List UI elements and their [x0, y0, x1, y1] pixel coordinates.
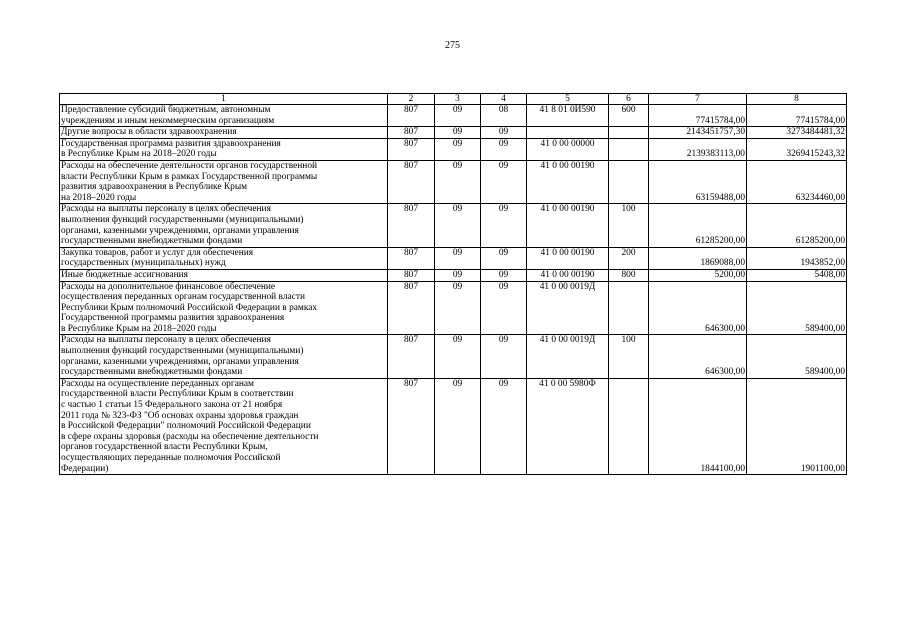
expense-name-cell: Закупка товаров, работ и услуг для обеспечения государственных (муниципальных) нужд: [60, 247, 388, 269]
ministry-code-cell: 807: [388, 378, 435, 474]
table-row: [60, 281, 847, 335]
section-code-cell: 09: [435, 160, 481, 203]
ministry-code-cell: 807: [388, 281, 435, 335]
subsection-code-cell: 09: [481, 160, 527, 203]
amount-col8-cell: 61285200,00: [747, 204, 847, 247]
table-row: [60, 269, 847, 281]
amount-col7-cell: 646300,00: [649, 335, 747, 378]
ministry-code-cell: 807: [388, 204, 435, 247]
expense-name-cell: Расходы на выплаты персоналу в целях обеспечения выполнения функций государственными (муниципальными) органами, казенными учреждениями, органами управления государственными внебюджетными фондами: [60, 204, 388, 247]
amount-col7-cell: 63159488,00: [649, 160, 747, 203]
target-article-cell: 41 0 00 00190: [527, 204, 609, 247]
ministry-code-cell: 807: [388, 138, 435, 160]
section-code-cell: 09: [435, 335, 481, 378]
table-row: [60, 247, 847, 269]
column-header: 1: [60, 94, 388, 105]
amount-col7-cell: 1844100,00: [649, 378, 747, 474]
column-header: 7: [649, 94, 747, 105]
expense-type-cell: 100: [609, 335, 649, 378]
section-code-cell: 09: [435, 247, 481, 269]
expense-name-cell: Расходы на осуществление переданных органам государственной власти Республики Крым в соответствии с частью 1 статьи 15 Федерального закона от 21 ноября 2011 года № 323-ФЗ "Об основах охраны здоровья граждан в Российской Федерации" полномочий Российской Федерации в сфере охраны здоровья (расходы на обеспечение деятельности органов государственной власти Республики Крым, осуществляющих переданные полномочия Российской Федерации): [60, 378, 388, 474]
header-row: [60, 94, 847, 105]
target-article-cell: 41 0 00 00000: [527, 138, 609, 160]
subsection-code-cell: 08: [481, 105, 527, 127]
amount-col7-cell: 2139383113,00: [649, 138, 747, 160]
amount-col7-cell: 5200,00: [649, 269, 747, 281]
amount-col7-cell: 61285200,00: [649, 204, 747, 247]
column-header: 6: [609, 94, 649, 105]
section-code-cell: 09: [435, 281, 481, 335]
expense-name-cell: Расходы на выплаты персоналу в целях обеспечения выполнения функций государственными (муниципальными) органами, казенными учреждениями, органами управления государственными внебюджетными фондами: [60, 335, 388, 378]
subsection-code-cell: 09: [481, 127, 527, 139]
expense-type-cell: [609, 378, 649, 474]
budget-table: [59, 93, 847, 475]
expense-type-cell: [609, 281, 649, 335]
page-number: 275: [445, 40, 460, 51]
section-code-cell: 09: [435, 127, 481, 139]
amount-col8-cell: 77415784,00: [747, 105, 847, 127]
section-code-cell: 09: [435, 105, 481, 127]
section-code-cell: 09: [435, 138, 481, 160]
target-article-cell: 41 0 00 5980Ф: [527, 378, 609, 474]
expense-name-cell: Предоставление субсидий бюджетным, автономным учреждениям и иным некоммерческим организациям: [60, 105, 388, 127]
amount-col8-cell: 63234460,00: [747, 160, 847, 203]
subsection-code-cell: 09: [481, 378, 527, 474]
amount-col8-cell: 1901100,00: [747, 378, 847, 474]
expense-type-cell: [609, 127, 649, 139]
amount-col7-cell: 77415784,00: [649, 105, 747, 127]
amount-col8-cell: 3269415243,32: [747, 138, 847, 160]
ministry-code-cell: 807: [388, 105, 435, 127]
expense-type-cell: [609, 160, 649, 203]
amount-col8-cell: 5408,00: [747, 269, 847, 281]
amount-col7-cell: 646300,00: [649, 281, 747, 335]
expense-type-cell: 800: [609, 269, 649, 281]
section-code-cell: 09: [435, 378, 481, 474]
table-row: [60, 138, 847, 160]
target-article-cell: 41 0 00 00190: [527, 247, 609, 269]
amount-col8-cell: 3273484481,32: [747, 127, 847, 139]
target-article-cell: 41 0 00 0019Д: [527, 281, 609, 335]
ministry-code-cell: 807: [388, 269, 435, 281]
subsection-code-cell: 09: [481, 247, 527, 269]
target-article-cell: 41 8 01 0И590: [527, 105, 609, 127]
column-header: 4: [481, 94, 527, 105]
ministry-code-cell: 807: [388, 247, 435, 269]
subsection-code-cell: 09: [481, 269, 527, 281]
table-row: [60, 105, 847, 127]
ministry-code-cell: 807: [388, 335, 435, 378]
table-row: [60, 335, 847, 378]
expense-name-cell: Расходы на обеспечение деятельности органов государственной власти Республики Крым в рамках Государственной программы развития здравоохранения в Республике Крым на 2018–2020 годы: [60, 160, 388, 203]
amount-col7-cell: 2143451757,30: [649, 127, 747, 139]
target-article-cell: 41 0 00 00190: [527, 160, 609, 203]
amount-col7-cell: 1869088,00: [649, 247, 747, 269]
expense-type-cell: 200: [609, 247, 649, 269]
ministry-code-cell: 807: [388, 160, 435, 203]
expense-name-cell: Другие вопросы в области здравоохранения: [60, 127, 388, 139]
column-header: 5: [527, 94, 609, 105]
expense-name-cell: Государственная программа развития здравоохранения в Республике Крым на 2018–2020 годы: [60, 138, 388, 160]
target-article-cell: 41 0 00 00190: [527, 269, 609, 281]
subsection-code-cell: 09: [481, 335, 527, 378]
expense-type-cell: 100: [609, 204, 649, 247]
subsection-code-cell: 09: [481, 204, 527, 247]
ministry-code-cell: 807: [388, 127, 435, 139]
expense-name-cell: Иные бюджетные ассигнования: [60, 269, 388, 281]
section-code-cell: 09: [435, 204, 481, 247]
table-row: [60, 160, 847, 203]
column-header: 3: [435, 94, 481, 105]
amount-col8-cell: 589400,00: [747, 281, 847, 335]
amount-col8-cell: 1943852,00: [747, 247, 847, 269]
table-row: [60, 378, 847, 474]
table-row: [60, 204, 847, 247]
expense-type-cell: 600: [609, 105, 649, 127]
column-header: 2: [388, 94, 435, 105]
expense-type-cell: [609, 138, 649, 160]
subsection-code-cell: 09: [481, 281, 527, 335]
target-article-cell: [527, 127, 609, 139]
subsection-code-cell: 09: [481, 138, 527, 160]
column-header: 8: [747, 94, 847, 105]
expense-name-cell: Расходы на дополнительное финансовое обеспечение осуществления переданных органам государственной власти Республики Крым полномочий Российской Федерации в рамках Государственной программы развития здравоохранения в Республике Крым на 2018–2020 годы: [60, 281, 388, 335]
section-code-cell: 09: [435, 269, 481, 281]
amount-col8-cell: 589400,00: [747, 335, 847, 378]
table-row: [60, 127, 847, 139]
target-article-cell: 41 0 00 0019Д: [527, 335, 609, 378]
